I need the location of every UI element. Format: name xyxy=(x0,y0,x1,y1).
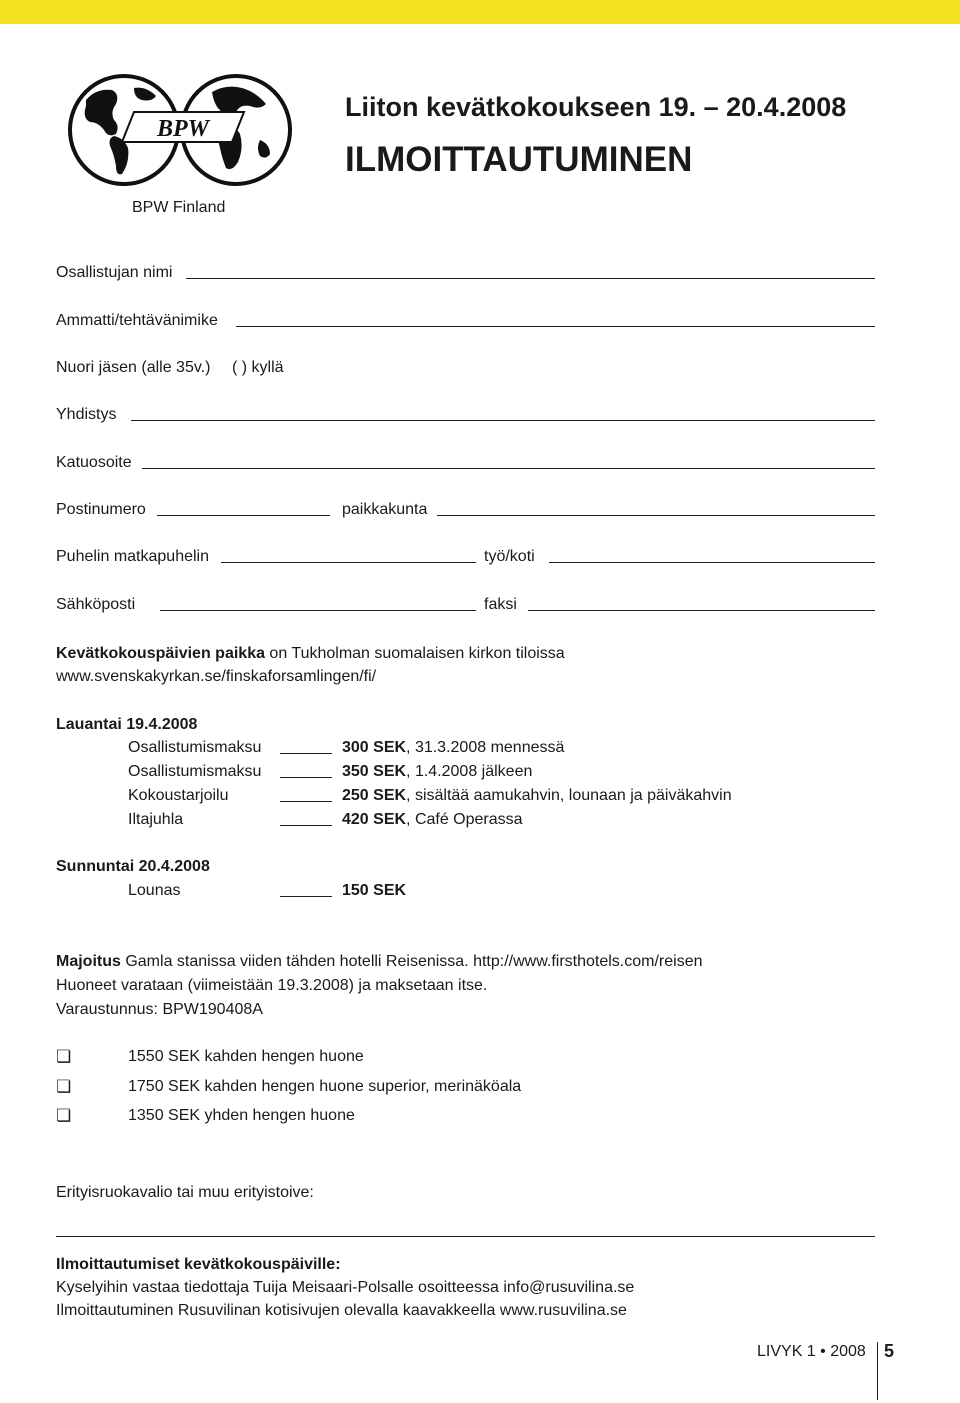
young-member-yes-option[interactable]: ( ) kyllä xyxy=(232,359,284,376)
catering-field[interactable] xyxy=(280,801,332,802)
fee-early-field[interactable] xyxy=(280,753,332,754)
email-field[interactable] xyxy=(160,610,476,611)
fee-label: Osallistumismaksu xyxy=(128,739,262,756)
diet-field[interactable] xyxy=(56,1236,875,1237)
fax-label: faksi xyxy=(484,596,517,613)
saturday-heading: Lauantai 19.4.2008 xyxy=(56,716,198,733)
catering-value: 250 SEK, sisältää aamukahvin, lounaan ja päiväkahvin xyxy=(342,787,732,804)
lunch-label: Lounas xyxy=(128,882,181,899)
accommodation-line1: Majoitus Gamla stanissa viiden tähden hotelli Reisenissa. http://www.firsthotels.com/reisen xyxy=(56,953,703,970)
page-number: 5 xyxy=(884,1341,895,1361)
fax-field[interactable] xyxy=(528,610,875,611)
email-label: Sähköposti xyxy=(56,596,136,613)
evening-party-field[interactable] xyxy=(280,825,332,826)
room-option: 1750 SEK kahden hengen huone superior, merinäköala xyxy=(128,1078,522,1095)
street-label: Katuosoite xyxy=(56,454,132,471)
contact-line2: Ilmoittautuminen Rusuvilinan kotisivujen olevalla kaavakkeella www.rusuvilina.se xyxy=(56,1302,627,1319)
venue-bold: Kevätkokouspäivien paikka xyxy=(56,645,265,662)
young-member-label: Nuori jäsen (alle 35v.) xyxy=(56,359,211,376)
city-field[interactable] xyxy=(437,515,875,516)
zip-label: Postinumero xyxy=(56,501,146,518)
contact-heading: Ilmoittautumiset kevätkokouspäiville: xyxy=(56,1256,341,1273)
name-label: Osallistujan nimi xyxy=(56,264,173,281)
issue-label: LIVYK 1 • 2008 xyxy=(757,1343,866,1360)
booking-code: Varaustunnus: BPW190408A xyxy=(56,1001,263,1018)
yellow-header-bar xyxy=(0,0,960,24)
fee-late-field[interactable] xyxy=(280,777,332,778)
contact-line1: Kyselyihin vastaa tiedottaja Tuija Meisaari-Polsalle osoitteessa info@rusuvilina.se xyxy=(56,1279,635,1296)
evening-party-label: Iltajuhla xyxy=(128,811,184,828)
footer-divider xyxy=(877,1342,878,1400)
catering-label: Kokoustarjoilu xyxy=(128,787,229,804)
venue-text xyxy=(56,645,565,663)
job-title-label: Ammatti/tehtävänimike xyxy=(56,312,218,329)
work-home-field[interactable] xyxy=(549,562,875,563)
fee-early-value: 300 SEK, 31.3.2008 mennessä xyxy=(342,739,565,756)
city-label: paikkakunta xyxy=(342,501,428,518)
venue-url[interactable]: www.svenskakyrkan.se/finskaforsamlingen/fi/ xyxy=(56,668,377,685)
org-name: BPW Finland xyxy=(132,199,226,216)
street-field[interactable] xyxy=(142,468,875,469)
bpw-globe-logo xyxy=(64,70,296,190)
accommodation-line2: Huoneet varataan (viimeistään 19.3.2008) ja maksetaan itse. xyxy=(56,977,488,994)
page-title: Liiton kevätkokoukseen 19. – 20.4.2008 xyxy=(345,92,847,122)
lunch-price: 150 SEK xyxy=(342,882,407,899)
venue-desc: on Tukholman suomalaisen kirkon tiloissa xyxy=(264,645,565,662)
sunday-heading: Sunnuntai 20.4.2008 xyxy=(56,858,210,875)
zip-field[interactable] xyxy=(157,515,330,516)
room-option: 1350 SEK yhden hengen huone xyxy=(128,1107,355,1124)
work-home-label: työ/koti xyxy=(484,548,535,565)
fee-label: Osallistumismaksu xyxy=(128,763,262,780)
fee-late-value: 350 SEK, 1.4.2008 jälkeen xyxy=(342,763,533,780)
diet-label: Erityisruokavalio tai muu erityistoive: xyxy=(56,1184,314,1201)
lunch-field[interactable] xyxy=(280,896,332,897)
club-field[interactable] xyxy=(131,420,875,421)
club-label: Yhdistys xyxy=(56,406,117,423)
logo-text: BPW xyxy=(156,116,210,142)
checkbox-icon[interactable]: ❏ xyxy=(56,1047,72,1066)
job-title-field[interactable] xyxy=(236,326,875,327)
room-option: 1550 SEK kahden hengen huone xyxy=(128,1048,364,1065)
checkbox-icon[interactable]: ❏ xyxy=(56,1077,72,1096)
mobile-label: Puhelin matkapuhelin xyxy=(56,548,209,565)
page-heading: ILMOITTAUTUMINEN xyxy=(345,140,693,179)
name-field[interactable] xyxy=(186,278,875,279)
evening-party-value: 420 SEK, Café Operassa xyxy=(342,811,523,828)
checkbox-icon[interactable]: ❏ xyxy=(56,1106,72,1125)
mobile-field[interactable] xyxy=(221,562,476,563)
